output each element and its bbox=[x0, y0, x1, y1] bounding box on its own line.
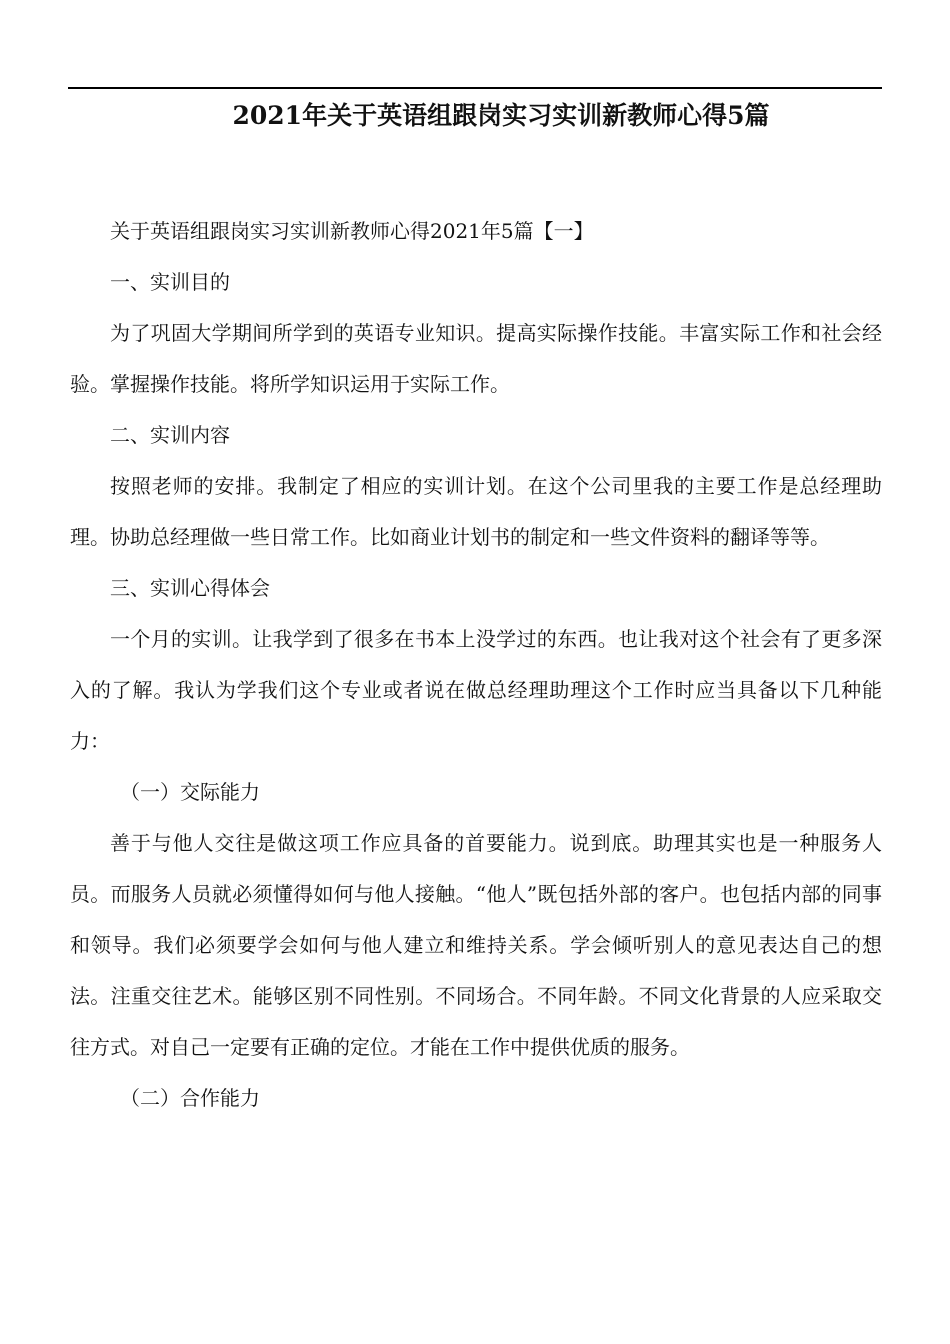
paragraph-training-content: 按照老师的安排。我制定了相应的实训计划。在这个公司里我的主要工作是总经理助理。协助总经理做一些日常工作。比如商业计划书的制定和一些文件资料的翻译等等。 bbox=[70, 474, 882, 549]
paragraph-training-purpose: 为了巩固大学期间所学到的英语专业知识。提高实际操作技能。丰富实际工作和社会经验。掌握操作技能。将所学知识运用于实际工作。 bbox=[70, 321, 882, 396]
subheading-communication-ability: （一）交际能力 bbox=[120, 780, 260, 804]
heading-training-purpose: 一、实训目的 bbox=[110, 270, 230, 294]
header-rule bbox=[68, 87, 882, 89]
subheading-cooperation-ability: （二）合作能力 bbox=[120, 1086, 260, 1110]
heading-training-experience: 三、实训心得体会 bbox=[110, 576, 270, 600]
paragraph-communication-ability: 善于与他人交往是做这项工作应具备的首要能力。说到底。助理其实也是一种服务人员。而服务人员就必须懂得如何与他人接触。“他人”既包括外部的客户。也包括内部的同事和领导。我们必须要学会如何与他人建立和维持关系。学会倾听别人的意见表达自己的想法。注重交往艺术。能够区别不同性别。不同场合。不同年龄。不同文化背景的人应采取交往方式。对自己一定要有正确的定位。才能在工作中提供优质的服务。 bbox=[70, 831, 882, 1059]
document-body bbox=[70, 206, 882, 1124]
section-heading-part-one: 关于英语组跟岗实习实训新教师心得2021年5篇【一】 bbox=[110, 219, 594, 243]
document-title: 2021年关于英语组跟岗实习实训新教师心得5篇 bbox=[232, 101, 770, 130]
heading-training-content: 二、实训内容 bbox=[110, 423, 230, 447]
paragraph-training-experience: 一个月的实训。让我学到了很多在书本上没学过的东西。也让我对这个社会有了更多深入的了解。我认为学我们这个专业或者说在做总经理助理这个工作时应当具备以下几种能力： bbox=[70, 627, 882, 753]
